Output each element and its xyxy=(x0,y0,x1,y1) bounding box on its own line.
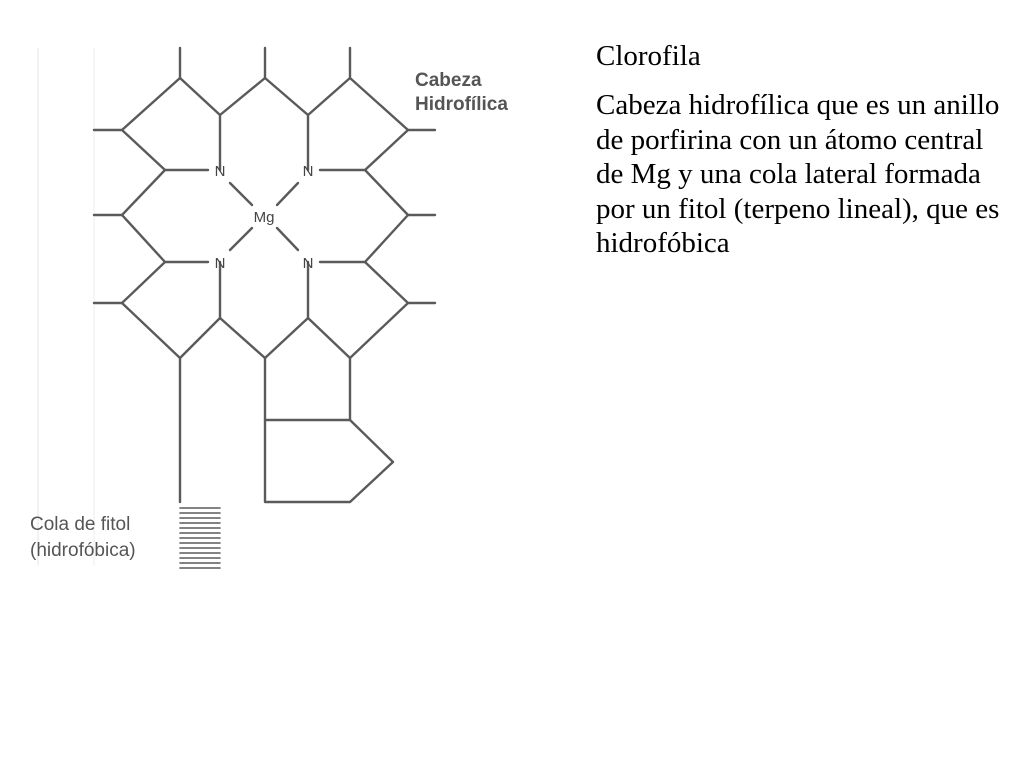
lower-ring xyxy=(265,358,350,420)
slide-description: Cabeza hidrofílica que es un anillo de porfirina con un átomo central de Mg y una cola lateral formada por un fitol (terpeno lineal), que es hidrofóbica xyxy=(596,89,1000,259)
ring-bridge-top xyxy=(220,78,308,115)
head-label-line2: Hidrofílica xyxy=(415,94,508,115)
tail-label-line2: (hidrofóbica) xyxy=(30,540,136,561)
nitrogen-top-right: N xyxy=(302,163,314,180)
head-label-line1: Cabeza xyxy=(415,70,482,91)
nitrogen-top-left: N xyxy=(214,163,226,180)
ring-bottom-left xyxy=(122,262,220,358)
chlorophyll-structure-diagram xyxy=(0,0,600,600)
ring-top-left xyxy=(122,78,220,170)
ring-bridge-bottom xyxy=(220,318,308,358)
nitrogen-bottom-right: N xyxy=(302,255,314,272)
ring-top-right xyxy=(308,78,408,170)
mg-bond xyxy=(230,183,252,205)
slide-title: Clorofila xyxy=(596,40,701,72)
ring-bottom-right xyxy=(308,262,408,358)
phytol-tail-hatch xyxy=(180,508,220,568)
mg-bond xyxy=(230,228,252,250)
lower-ring-pentagon xyxy=(265,420,393,502)
mg-bond xyxy=(277,228,298,250)
magnesium-atom: Mg xyxy=(253,209,275,226)
mg-bond xyxy=(277,183,298,205)
tail-label-line1: Cola de fitol xyxy=(30,514,131,535)
nitrogen-bottom-left: N xyxy=(214,255,226,272)
ring-right-middle xyxy=(365,170,408,262)
ring-left-middle xyxy=(122,170,165,262)
